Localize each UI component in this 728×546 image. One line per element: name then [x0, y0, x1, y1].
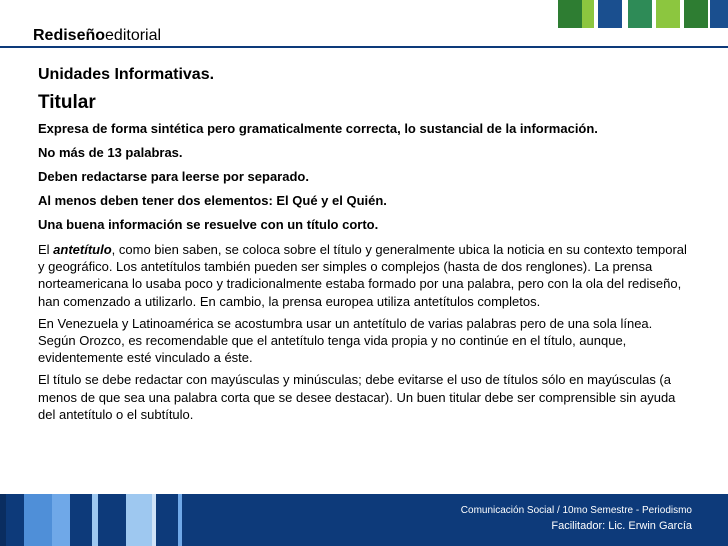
brand-bold: Rediseño: [33, 27, 106, 44]
section-title: Unidades Informativas.: [38, 66, 215, 83]
top-square: [558, 0, 582, 28]
bullet-point: Deben redactarse para leerse por separado.: [38, 169, 309, 184]
footer-stripe: [0, 494, 6, 546]
bullet-point: Al menos deben tener dos elementos: El Qué y el Quién.: [38, 193, 387, 208]
para-rest: , como bien saben, se coloca sobre el título y generalmente ubica la noticia en su contexto temporal y geográfico. Los antetítulos también pueden ser simples o complejos (hasta de dos renglones). La prensa norteamericana lo usaba poco y tradicionalmente estaba formado por una palabra, pero con la ola del rediseño, han comenzado a utilizarlo. En cambio, la prensa europea utiliza antetítulos completos.: [38, 242, 687, 309]
top-square: [656, 0, 680, 28]
top-square: [684, 0, 708, 28]
paragraph-antetitulo: [38, 241, 690, 310]
footer-stripe: [126, 494, 152, 546]
para-lead: El: [38, 242, 54, 257]
footer-bar: [0, 494, 728, 546]
header-divider: [0, 46, 728, 48]
footer-facilitator: Facilitador: Lic. Erwin García: [551, 520, 692, 532]
brand-title: [33, 27, 161, 45]
footer-stripe: [52, 494, 70, 546]
section-subtitle: Titular: [38, 92, 96, 113]
bullet-point: Expresa de forma sintética pero gramaticalmente correcta, lo sustancial de la información.: [38, 121, 598, 136]
footer-course: Comunicación Social / 10mo Semestre - Periodismo: [460, 505, 692, 516]
bullet-point: Una buena información se resuelve con un título corto.: [38, 217, 379, 232]
footer-stripe: [178, 494, 182, 546]
brand-rest: editorial: [105, 27, 162, 44]
top-square: [628, 0, 652, 28]
bullet-point: No más de 13 palabras.: [38, 145, 183, 160]
para-term: antetítulo: [53, 242, 112, 257]
top-square: [710, 0, 728, 28]
footer-stripe: [24, 494, 52, 546]
top-color-squares: [538, 0, 728, 28]
footer-stripe: [92, 494, 98, 546]
paragraph-titulo: El título se debe redactar con mayúsculas y minúsculas; debe evitarse el uso de títulos sólo en mayúsculas (a menos de que sea una palabra corta que se desee destacar). Un buen titular debe ser comprensible sin ayuda del antetítulo o el subtítulo.: [38, 372, 676, 422]
footer-stripe: [152, 494, 156, 546]
top-square: [582, 0, 594, 28]
paragraph-venezuela: En Venezuela y Latinoamérica se acostumbra usar un antetítulo de varias palabras pero de una sola línea. Según Orozco, es recomendable que el antetítulo tenga vida propia y no continúe en el título, aunque, evidentemente esté vinculado a éste.: [38, 315, 653, 366]
slide-content: [38, 66, 690, 428]
top-square: [598, 0, 622, 28]
